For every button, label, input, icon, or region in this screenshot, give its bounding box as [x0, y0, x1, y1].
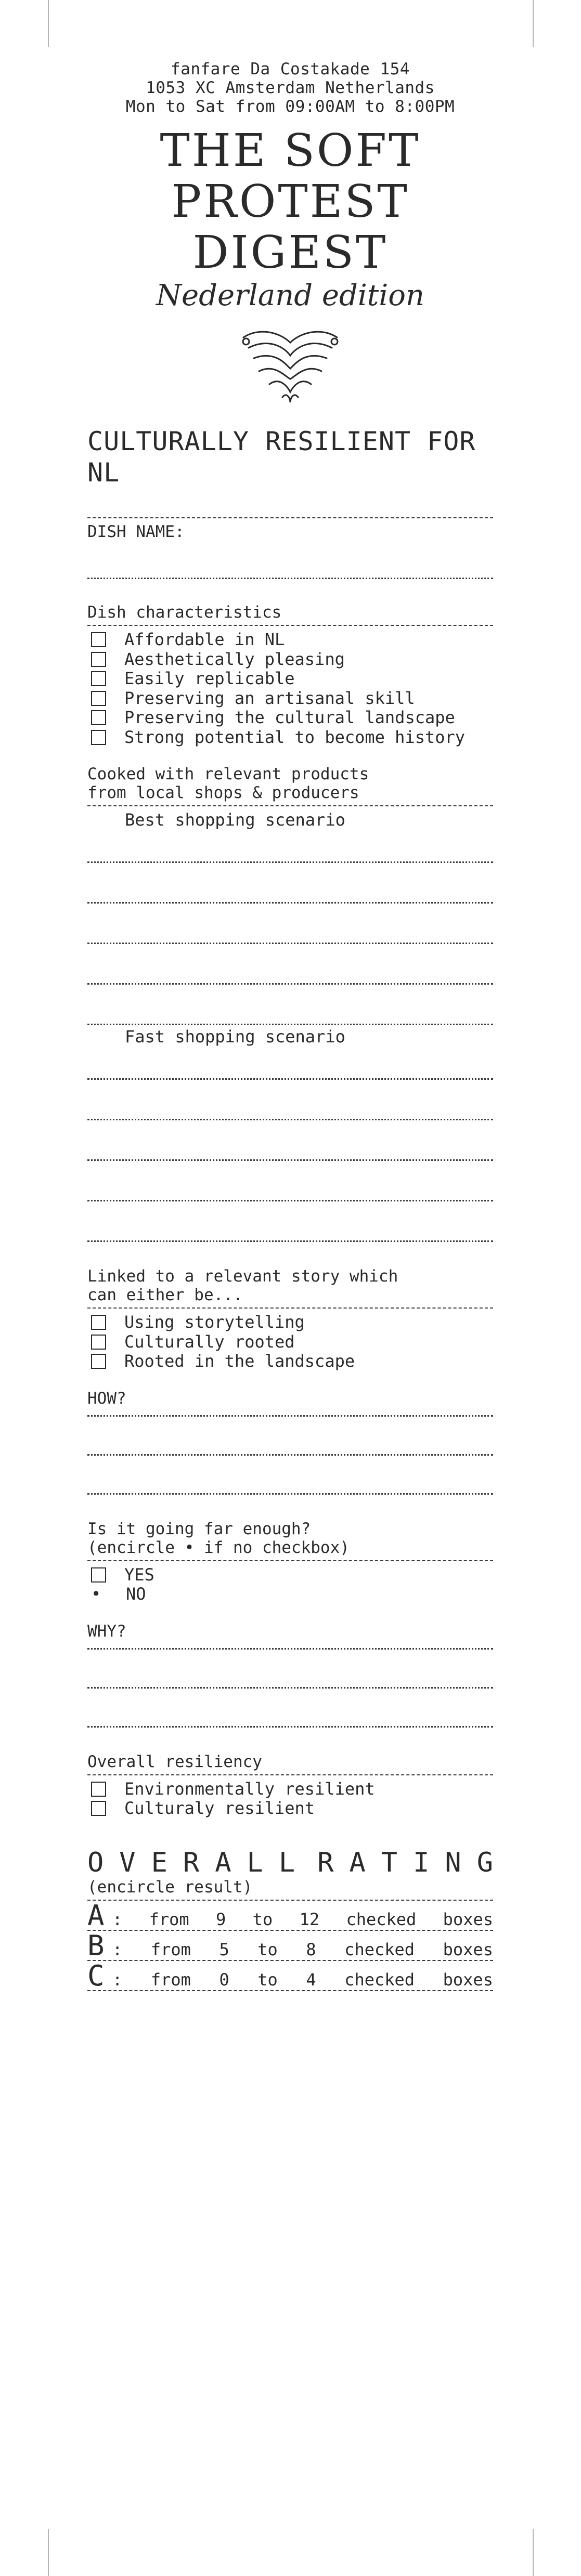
checkbox-item[interactable] [87, 1313, 493, 1332]
no-option[interactable] [87, 1585, 493, 1604]
rating-word: to [252, 1909, 273, 1929]
rating-word: checked [344, 1939, 415, 1959]
checkbox-item[interactable] [87, 650, 493, 670]
checkbox-label: Preserving an artisanal skill [124, 688, 415, 708]
address-line-1: fanfare Da Costakade 154 [171, 60, 410, 79]
fast-shopping-line[interactable] [87, 1119, 493, 1120]
rating-word: boxes [443, 1969, 493, 1990]
checkbox-label: Affordable in NL [124, 630, 285, 649]
best-shopping-line[interactable] [87, 983, 493, 985]
checkbox-item[interactable] [87, 1352, 493, 1371]
rating-word: from [149, 1909, 189, 1929]
dish-name-field[interactable] [87, 578, 493, 579]
rating-word: 8 [306, 1939, 316, 1959]
best-shopping-line[interactable] [87, 861, 493, 863]
crop-mark-top-right [533, 0, 534, 47]
rating-title-word: OVERALL [87, 1847, 311, 1878]
checkbox[interactable] [91, 1354, 106, 1369]
checkbox[interactable] [91, 691, 106, 706]
why-line[interactable] [87, 1687, 493, 1689]
checkbox[interactable] [91, 730, 106, 745]
rating-word: : [112, 1939, 123, 1959]
checkbox[interactable] [91, 1567, 106, 1583]
how-line[interactable] [87, 1493, 493, 1495]
rating-word: from [150, 1969, 191, 1990]
rating-subtitle: (encircle result) [87, 1877, 253, 1897]
story-list [87, 1313, 493, 1371]
products-heading-line-2: from local shops & producers [87, 783, 359, 802]
why-line[interactable] [87, 1648, 493, 1650]
divider [87, 625, 493, 626]
yes-label: YES [124, 1564, 154, 1585]
divider [87, 805, 493, 806]
rating-row-a[interactable] [87, 1901, 493, 1931]
divider [87, 517, 493, 518]
rating-word: : [112, 1909, 123, 1929]
best-shopping-line[interactable] [87, 1024, 493, 1025]
crop-mark-bottom-right [533, 2529, 534, 2576]
form-title: CULTURALLY RESILIENT FOR NL [87, 426, 476, 488]
checkbox-label: Preserving the cultural landscape [124, 708, 455, 727]
fast-shopping-line[interactable] [87, 1240, 493, 1242]
far-enough-heading-line-2: (encircle • if no checkbox) [87, 1538, 350, 1557]
checkbox[interactable] [91, 652, 106, 667]
dish-name-label: DISH NAME: [87, 522, 185, 541]
checkbox-item[interactable] [87, 689, 493, 709]
fast-shopping-line[interactable] [87, 1159, 493, 1161]
how-line[interactable] [87, 1454, 493, 1456]
checkbox-label: Culturally rooted [124, 1331, 295, 1352]
checkbox-item[interactable] [87, 630, 493, 650]
checkbox-item[interactable] [87, 1332, 493, 1352]
rating-word: to [257, 1969, 278, 1990]
checkbox[interactable] [91, 1315, 106, 1330]
opening-hours: Mon to Sat from 09:00AM to 8:00PM [125, 97, 455, 116]
far-enough-options [87, 1565, 493, 1604]
story-heading-line-2: can either be... [87, 1286, 243, 1304]
rating-word: : [112, 1969, 123, 1990]
rating-row-c[interactable] [87, 1961, 493, 1991]
rating-letter: B [87, 1929, 105, 1962]
rating-description [112, 1904, 493, 1934]
fast-shopping-line[interactable] [87, 1200, 493, 1201]
checkbox-item[interactable] [87, 708, 493, 728]
checkbox[interactable] [91, 1801, 106, 1816]
resiliency-list [87, 1780, 493, 1819]
rating-letter: A [87, 1899, 105, 1932]
checkbox[interactable] [91, 671, 106, 686]
rating-word: 12 [299, 1909, 320, 1929]
checkbox[interactable] [91, 1335, 106, 1350]
checkbox-label: Rooted in the landscape [124, 1351, 355, 1371]
bullet-icon[interactable]: • [91, 1584, 101, 1604]
flourish-ornament-icon [238, 327, 342, 405]
checkbox-item[interactable] [87, 1799, 493, 1819]
checkbox[interactable] [91, 1782, 106, 1797]
rating-description [112, 1934, 493, 1965]
best-shopping-label: Best shopping scenario [125, 810, 345, 830]
checkbox[interactable] [91, 632, 106, 647]
checkbox-label: Culturaly resilient [124, 1798, 315, 1818]
rating-word: boxes [443, 1909, 493, 1929]
rating-word: 0 [219, 1969, 229, 1990]
rating-word: 5 [219, 1939, 229, 1959]
best-shopping-line[interactable] [87, 943, 493, 944]
rating-letter: C [87, 1959, 105, 1992]
rating-title [87, 1847, 509, 1878]
far-enough-heading-line-1: Is it going far enough? [87, 1519, 311, 1538]
checkbox[interactable] [91, 710, 106, 725]
best-shopping-line[interactable] [87, 902, 493, 904]
rating-title-word: RATING [317, 1847, 509, 1878]
checkbox-label: Environmentally resilient [124, 1779, 375, 1799]
masthead-title-line-1: THE SOFT [160, 125, 421, 177]
why-line[interactable] [87, 1726, 493, 1728]
checkbox-item[interactable] [87, 728, 493, 748]
masthead-title [87, 125, 493, 278]
rating-word: from [150, 1939, 191, 1959]
characteristics-list [87, 630, 493, 747]
checkbox-item[interactable] [87, 669, 493, 689]
characteristics-heading: Dish characteristics [87, 603, 282, 622]
divider [87, 1307, 493, 1309]
rating-word: 4 [306, 1969, 316, 1990]
yes-option[interactable] [87, 1565, 493, 1585]
rating-word: 9 [216, 1909, 226, 1929]
crop-mark-bottom-left [48, 2529, 49, 2576]
story-heading-line-1: Linked to a relevant story which [87, 1267, 398, 1286]
how-label: HOW? [87, 1389, 126, 1408]
address-line-2: 1053 XC Amsterdam Netherlands [146, 79, 435, 97]
checkbox-label: Easily replicable [124, 669, 295, 688]
rating-word: checked [344, 1969, 415, 1990]
rating-word: boxes [443, 1939, 493, 1959]
how-line[interactable] [87, 1415, 493, 1417]
why-label: WHY? [87, 1622, 126, 1641]
products-heading-line-1: Cooked with relevant products [87, 765, 369, 783]
menu-card [87, 60, 509, 1992]
rating-description [112, 1965, 493, 1995]
rating-word: to [257, 1939, 278, 1959]
rating-row-b[interactable] [87, 1931, 493, 1961]
checkbox-label: Using storytelling [124, 1312, 305, 1332]
fast-shopping-label: Fast shopping scenario [125, 1027, 345, 1047]
masthead-title-line-2: PROTEST DIGEST [171, 176, 409, 279]
checkbox-label: Aesthetically pleasing [124, 649, 345, 669]
divider [87, 1560, 493, 1561]
crop-mark-top-left [48, 0, 49, 47]
no-label: NO [126, 1584, 146, 1604]
checkbox-item[interactable] [87, 1780, 493, 1799]
divider [87, 1774, 493, 1775]
resiliency-heading: Overall resiliency [87, 1752, 262, 1771]
edition-subtitle: Nederland edition [156, 279, 424, 312]
fast-shopping-line[interactable] [87, 1078, 493, 1080]
rating-word: checked [346, 1909, 417, 1929]
checkbox-label: Strong potential to become history [124, 727, 466, 747]
